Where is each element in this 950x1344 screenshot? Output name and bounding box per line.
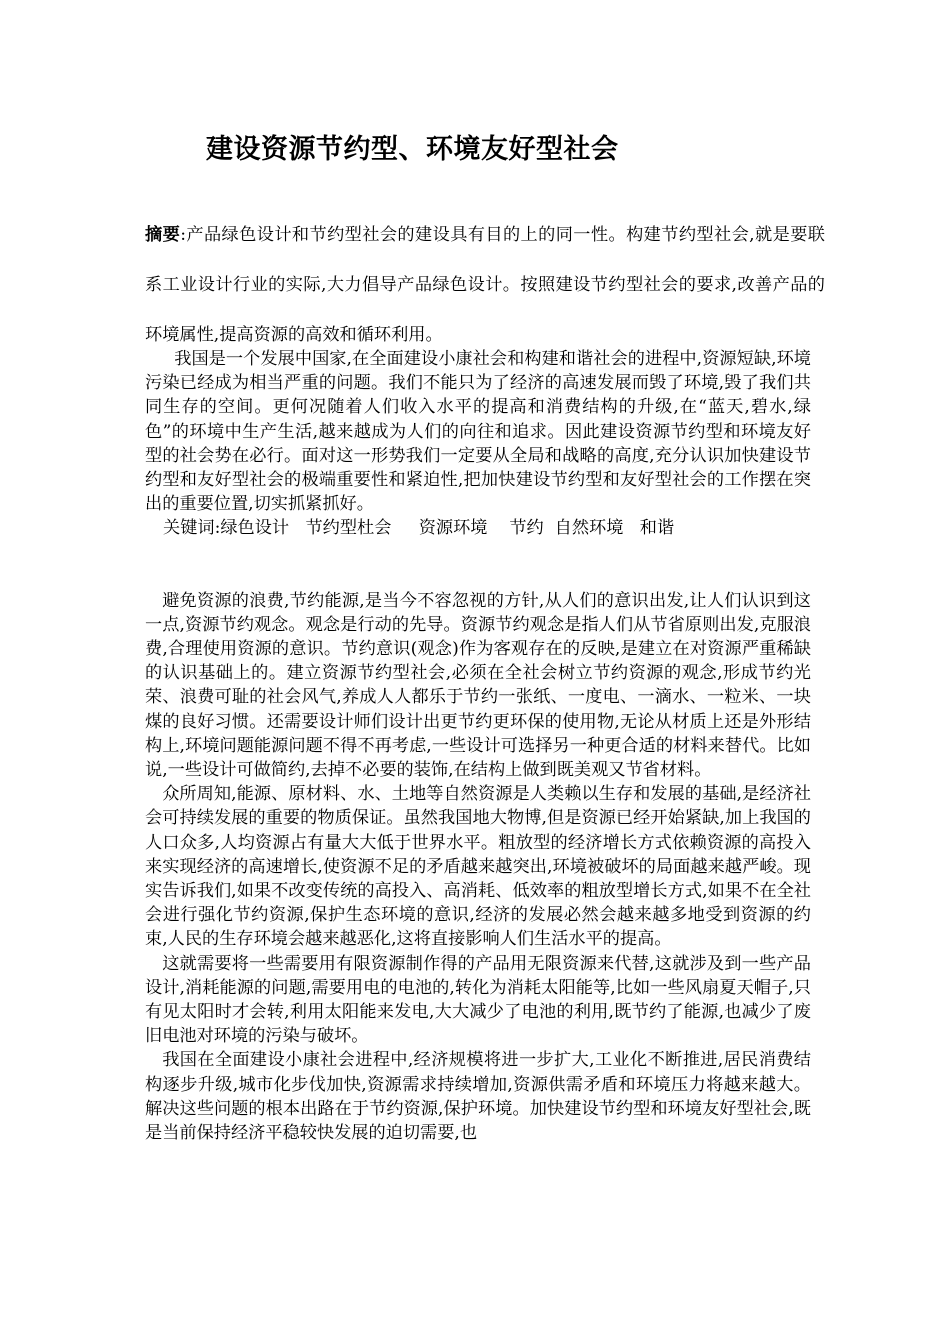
paragraph-gap <box>145 541 811 589</box>
intro-paragraph: 我国是一个发展中国家,在全面建设小康社会和构建和谐社会的进程中,资源短缺,环境污染已经成为相当严重的问题。我们不能只为了经济的高速发展而毁了环境,毁了我们共同生存的空间。更何况随着人们收入水平的提高和消费结构的升级,在“蓝天,碧水,绿色”的环境中生产生活,越来越成为人们的向往和追求。因此建设资源节约型和环境友好型的社会势在必行。面对这一形势我们一定要从全局和战略的高度,充分认识加快建设节约型和友好型社会的极端重要性和紧迫性,把加快建设节约型和友好型社会的工作摆在突出的重要位置,切实抓紧抓好。 <box>145 349 811 515</box>
keywords-line: 关键词:绿色设计 节约型杜会 资源环境 节约 自然环境 和谐 <box>163 518 675 539</box>
abstract-label: 摘要 <box>145 225 181 245</box>
body-paragraph: 众所周知,能源、原材料、水、土地等自然资源是人类赖以生存和发展的基础,是经济社会可持续发展的重要的物质保证。虽然我国地大物博,但是资源已经开始紧缺,加上我国的人口众多,人均资源占有量大大低于世界水平。粗放型的经济增长方式依赖资源的高投入来实现经济的高速增长,使资源不足的矛盾越来越突出,环境被破坏的局面越来越严峻。现实告诉我们,如果不改变传统的高投入、高消耗、低效率的粗放型增长方式,如果不在全社会进行强化节约资源,保护生态环境的意识,经济的发展必然会越来越多地受到资源的约束,人民的生存环境会越来越恶化,这将直接影响人们生活水平的提高。 <box>145 784 811 950</box>
document-body <box>145 347 811 1145</box>
body-paragraph: 我国在全面建设小康社会进程中,经济规模将进一步扩大,工业化不断推进,居民消费结构逐步升级,城市化步伐加快,资源需求持续增加,资源供需矛盾和环境压力将越来越大。解决这些问题的根本出路在于节约资源,保护环境。加快建设节约型和环境友好型社会,既是当前保持经济平稳较快发展的迫切需要,也 <box>145 1050 811 1144</box>
abstract-text: 产品绿色设计和节约型社会的建设具有目的上的同一性。构建节约型社会,就是要联系工业设计行业的实际,大力倡导产品绿色设计。按照建设节约型社会的要求,改善产品的环境属性,提高资源的高效和循环利用。 <box>145 225 825 345</box>
abstract-section <box>145 210 825 360</box>
body-paragraph: 避免资源的浪费,节约能源,是当今不容忽视的方针,从人们的意识出发,让人们认识到这一点,资源节约观念。观念是行动的先导。资源节约观念是指人们从节省原则出发,克服浪费,合理使用资源的意识。节约意识(观念)作为客观存在的反映,是建立在对资源严重稀缺的认识基础上的。建立资源节约型社会,必须在全社会树立节约资源的观念,形成节约光荣、浪费可耻的社会风气,养成人人都乐于节约一张纸、一度电、一滴水、一粒米、一块煤的良好习惯。还需要设计师们设计出更节约更环保的使用物,无论从材质上还是外形结构上,环境问题能源问题不得不再考虑,一些设计可选择另一种更合适的材料来替代。比如说,一些设计可做简约,去掉不必要的装饰,在结构上做到既美观又节省材料。 <box>145 590 811 781</box>
abstract-colon: : <box>180 225 186 245</box>
document-title: 建设资源节约型、环境友好型社会 <box>206 134 619 165</box>
body-paragraph: 这就需要将一些需要用有限资源制作得的产品用无限资源来代替,这就涉及到一些产品设计,消耗能源的问题,需要用电的电池的,转化为消耗太阳能等,比如一些风扇夏天帽子,只有见太阳时才会转,利用太阳能来发电,大大减少了电池的利用,既节约了能源,也减少了废旧电池对环境的污染与破坏。 <box>145 953 811 1047</box>
